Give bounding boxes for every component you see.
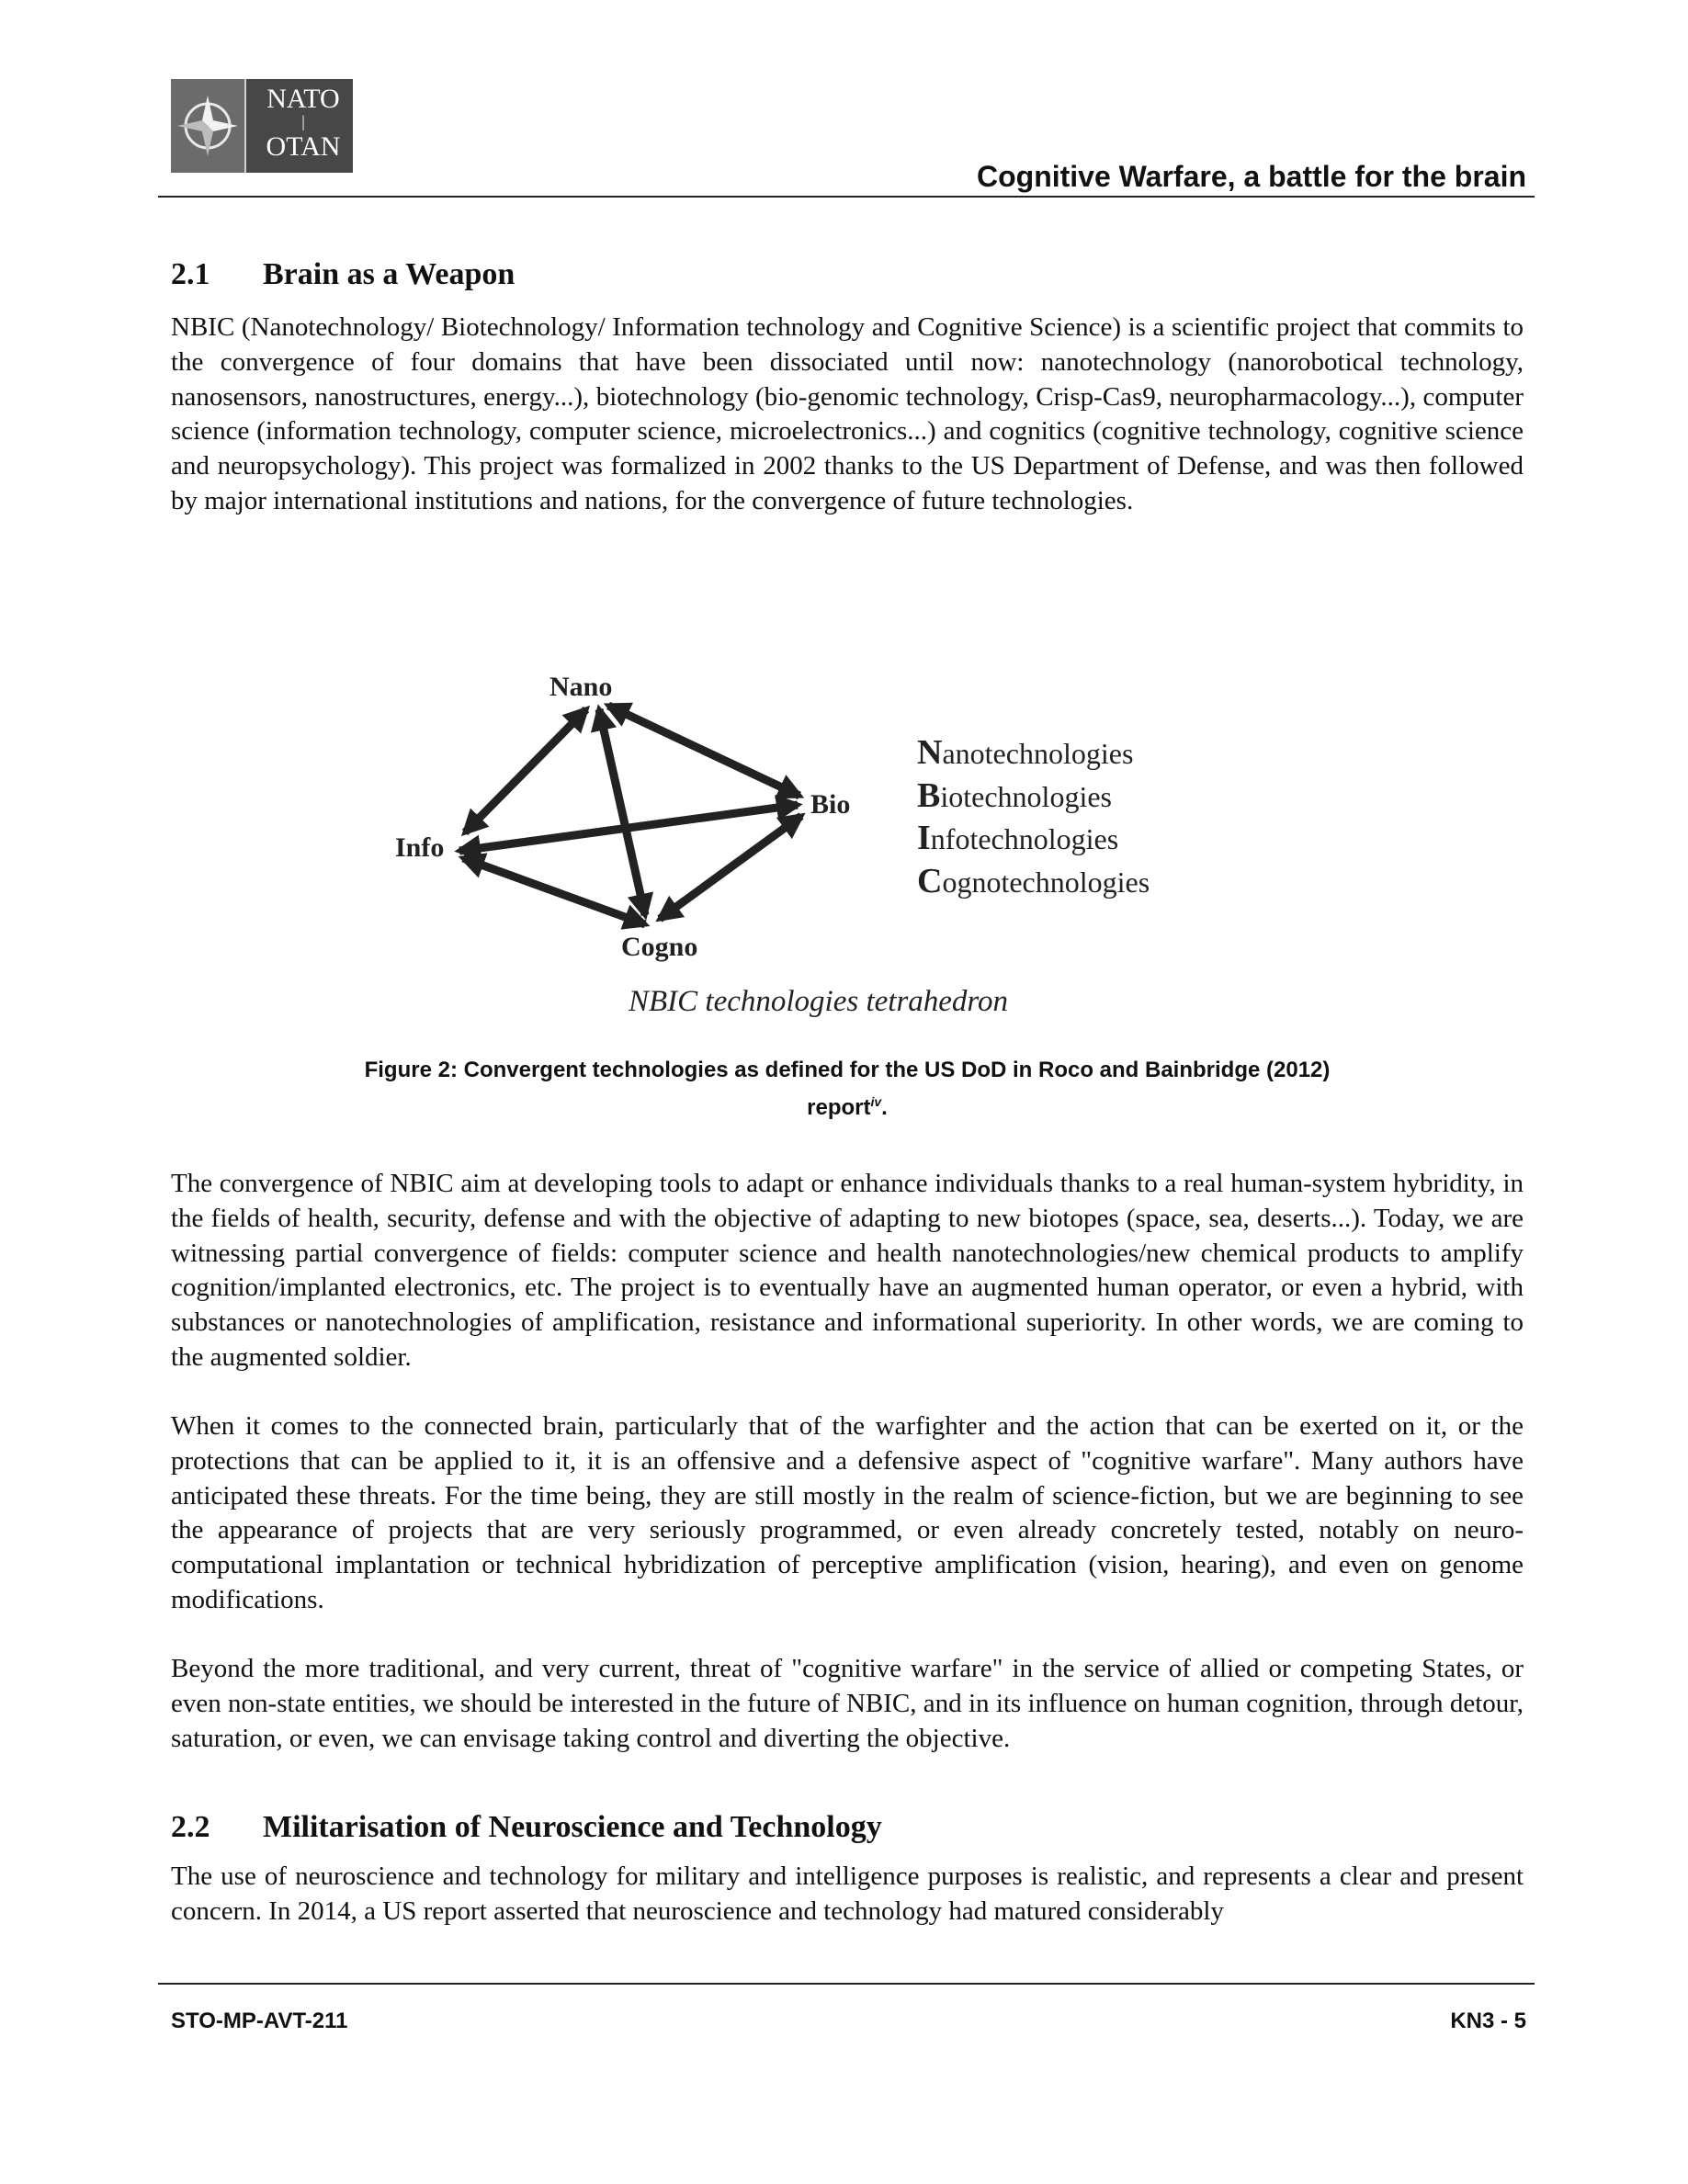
section-heading-2-1	[171, 255, 515, 294]
paragraph-nbic-intro: NBIC (Nanotechnology/ Biotechnology/ Information technology and Cognitive Science) is a scientific project that commits to the convergence of four domains that have been dissociated until now: nanotechnology (nanorobotical technology, nanosensors, nanostructures, energy...), biotechnology (bio-genomic technology, Crisp-Cas9, neuropharmacology...), computer science (information technology, computer science, microelectronics...) and cognitics (cognitive technology, cognitive science and neuropsychology). This project was formalized in 2002 thanks to the US Department of Defense, and was then followed by major international institutions and nations, for the convergence of future technologies.	[171, 312, 1524, 515]
logo-text-otan: OTAN	[266, 131, 341, 162]
node-label-bio: Bio	[810, 789, 851, 820]
logo-text-nato: NATO	[266, 84, 340, 114]
figure-caption-line-2: report$^{iv}$.	[807, 1094, 888, 1120]
legend-item: Infotechnologies	[917, 819, 1119, 857]
edge-nano-bio	[608, 706, 799, 796]
edge-nano-info	[465, 709, 586, 832]
node-label-cogno: Cogno	[621, 932, 698, 962]
section-title: Militarisation of Neuroscience and Technology	[263, 1810, 882, 1844]
legend-item: Cognotechnologies	[917, 861, 1150, 900]
nbic-legend	[917, 732, 1150, 903]
node-label-info: Info	[395, 832, 445, 863]
running-header-title: Cognitive Warfare, a battle for the brain	[976, 160, 1526, 193]
footer-rule	[158, 1983, 1535, 1985]
footnote-ref: iv	[870, 1094, 882, 1109]
header-rule	[158, 196, 1535, 198]
logo-divider	[244, 79, 246, 173]
nato-otan-logo	[171, 79, 353, 173]
figure-caption	[171, 1055, 1524, 1124]
paragraph-beyond-traditional: Beyond the more traditional, and very current, threat of "cognitive warfare" in the service of allied or competing States, or even non-state entities, we should be interested in the future of NBIC, and in its influence on human cognition, through detour, saturation, or even, we can envisage taking control and diverting the objective.	[171, 1654, 1524, 1753]
section-number: 2.2	[171, 1810, 210, 1844]
diagram-subtitle: NBIC technologies tetrahedron	[629, 985, 1009, 1018]
footer-page-number: KN3 - 5	[1450, 2009, 1526, 2033]
node-label-nano: Nano	[549, 672, 613, 702]
edge-nano-cogno	[599, 709, 645, 915]
paragraph-nbic-convergence: The convergence of NBIC aim at developing tools to adapt or enhance individuals thanks to a real human-system hybridity, in the fields of health, security, defense and with the objective of adapting to new biotopes (space, sea, deserts...). Today, we are witnessing partial convergence of fields: computer science and health nanotechnologies/new chemical products to amplify cognition/implanted electronics, etc. The project is to eventually have an augmented human operator, or even a hybrid, with substances or nanotechnologies of amplification, resistance and informational superiority. In other words, we are coming to the augmented soldier.	[171, 1169, 1524, 1372]
paragraph-connected-brain: When it comes to the connected brain, particularly that of the warfighter and the action that can be exerted on it, or the protections that can be applied to it, it is an offensive and a defensive aspect of "cognitive warfare". Many authors have anticipated these threats. For the time being, they are still mostly in the realm of science-fiction, but we are beginning to see the appearance of projects that are very seriously programmed, or even already concretely tested, notably on neuro-computational implantation or technical hybridization of perceptive amplification (vision, hearing), and even on genome modifications.	[171, 1411, 1524, 1614]
figure-caption-line-1: Figure 2: Convergent technologies as defined for the US DoD in Roco and Bainbridge (2012)	[364, 1058, 1331, 1082]
section-number: 2.1	[171, 257, 210, 291]
legend-item: Nanotechnologies	[917, 733, 1134, 772]
section-title: Brain as a Weapon	[263, 257, 515, 291]
paragraph-militarisation: The use of neuroscience and technology for military and intelligence purposes is realistic, and represents a clear and present concern. In 2014, a US report asserted that neuroscience and technology had matured considerably	[171, 1861, 1524, 1926]
edge-info-cogno	[463, 858, 645, 924]
legend-item: Biotechnologies	[917, 775, 1112, 815]
section-heading-2-2	[171, 1808, 882, 1847]
compass-rose-icon	[171, 79, 244, 173]
logo-separator-mark: |	[301, 112, 305, 130]
edge-bio-cogno	[660, 816, 801, 919]
edge-info-bio	[459, 805, 798, 851]
footer-document-id: STO-MP-AVT-211	[171, 2009, 348, 2033]
